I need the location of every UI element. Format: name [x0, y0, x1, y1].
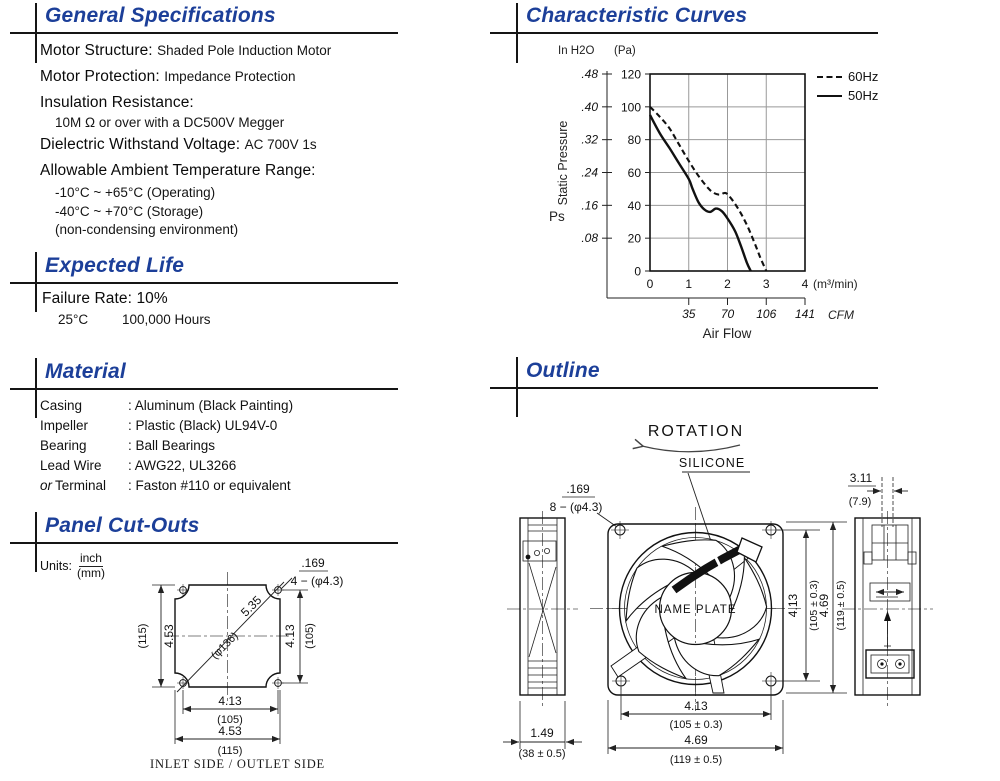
section-rule — [10, 388, 398, 390]
section-rule — [490, 387, 878, 389]
characteristic-curves-chart — [490, 35, 830, 345]
dim-depth-inch: 1.49 — [530, 726, 554, 740]
chart-tick-label: .32 — [581, 132, 598, 147]
side-view-right — [842, 471, 933, 706]
outline-drawing — [490, 415, 1000, 781]
dim-terminal-mm: (7.9) — [848, 496, 872, 508]
dim-bottom-inner-inch: 4.13 — [218, 694, 242, 708]
section-title-material: Material — [45, 360, 126, 383]
cutout-right-dimension — [282, 590, 316, 683]
chart-tick-label: 1 — [685, 277, 693, 291]
panel-cutout-drawing — [80, 548, 400, 781]
chart-tick-label: 35 — [682, 307, 696, 321]
chart-tick-label: 40 — [627, 198, 641, 213]
units-note: Units: $\frac{\text{inch}}{(mm)}$ — [40, 551, 105, 580]
material-row: or Terminal : Faston #110 or equivalent — [40, 478, 291, 493]
curve-50hz — [650, 115, 751, 271]
spec-ambient-note: (non-condensing environment) — [55, 222, 239, 237]
dim-bottom-hole-mm: (105 ± 0.3) — [669, 719, 723, 731]
material-row: Casing : Aluminum (Black Painting) — [40, 398, 294, 413]
mounting-holes-callout — [550, 482, 617, 527]
chart-tick-label: .08 — [581, 231, 598, 246]
dim-diagonal-mm: (φ136) — [209, 630, 241, 662]
section-rule — [10, 282, 398, 284]
spec-motor-structure: Motor Structure: Shaded Pole Induction Motor — [40, 42, 332, 59]
curve-60hz — [650, 107, 766, 271]
dim-bottom-outer-mm: (115) — [217, 745, 243, 757]
cutout-bottom-dimensions — [175, 690, 280, 757]
chart-tick-label: 20 — [627, 231, 641, 246]
spec-insulation-detail: 10M Ω or over with a DC500V Megger — [55, 115, 285, 130]
rotation-arrow — [642, 445, 740, 452]
spec-ambient-storage: -40°C ~ +70°C (Storage) — [55, 204, 204, 219]
y-axis-label: Static Pressure — [556, 120, 570, 206]
rotation-label: ROTATION — [647, 423, 745, 440]
dim-left-inch: 4.53 — [162, 624, 176, 648]
chart-tick-label: 100 — [620, 100, 641, 115]
section-title-general: General Specifications — [45, 4, 276, 27]
section-title-panel-cutouts: Panel Cut-Outs — [45, 514, 200, 537]
legend-50hz: 50Hz — [817, 88, 878, 103]
chart-tick-label: .16 — [581, 198, 598, 213]
dim-bottom-inner-mm: (105) — [217, 714, 243, 726]
dim-diagonal-inch: 5.35 — [237, 592, 265, 620]
chart-tick-label: 3 — [762, 277, 770, 291]
dim-bottom-frame-mm: (119 ± 0.5) — [669, 754, 723, 766]
dim-bottom-frame-inch: 4.69 — [684, 733, 708, 747]
cutout-caption: INLET SIDE / OUTLET SIDE — [150, 757, 325, 771]
front-bottom-dimensions — [608, 687, 783, 766]
dim-side-frame-mm: (119 ± 0.5) — [835, 580, 847, 631]
spec-ambient: Allowable Ambient Temperature Range: — [40, 162, 316, 179]
material-row: Impeller : Plastic (Black) UL94V-0 — [40, 418, 278, 433]
section-rule — [10, 542, 398, 544]
side-view-left — [503, 511, 582, 760]
material-row: Lead Wire : AWG22, UL3266 — [40, 458, 237, 473]
spec-dielectric: Dielectric Withstand Voltage: AC 700V 1s — [40, 136, 317, 153]
front-right-dimensions — [777, 522, 847, 693]
dim-side-hole-mm: (105 ± 0.3) — [808, 580, 820, 631]
dim-bottom-outer-inch: 4.53 — [218, 724, 242, 738]
dim-hole-spec: 4 − (φ4.3) — [290, 574, 344, 588]
dim-holes-inch: .169 — [566, 482, 590, 496]
dim-left-mm: (115) — [137, 623, 149, 649]
nameplate-label: NAME PLATE — [654, 604, 737, 616]
chart-tick-label: 70 — [720, 307, 735, 321]
chart-tick-label: 120 — [620, 67, 641, 82]
dim-side-frame-inch: 4.69 — [817, 593, 831, 618]
y-unit-inh2o: In H2O — [558, 45, 595, 57]
chart-tick-label: .24 — [581, 165, 598, 180]
legend-60hz: 60Hz — [817, 69, 878, 84]
section-rule — [10, 32, 398, 34]
failure-rate: Failure Rate: 10% — [42, 290, 168, 307]
x-axis-label: Air Flow — [702, 326, 752, 341]
spec-motor-protection: Motor Protection: Impedance Protection — [40, 68, 296, 85]
chart-tick-label: 60 — [627, 166, 641, 180]
section-title-expected-life: Expected Life — [45, 254, 185, 277]
x-unit-label: (m³/min) — [813, 277, 858, 291]
dim-holes-spec: 8 − (φ4.3) — [549, 500, 603, 514]
chart-tick-label: 80 — [627, 133, 641, 148]
section-rule — [490, 32, 878, 34]
material-row: Bearing : Ball Bearings — [40, 438, 216, 453]
spec-insulation: Insulation Resistance: — [40, 94, 194, 111]
y-unit-pa: (Pa) — [614, 45, 636, 57]
y-axis-symbol: Ps — [549, 209, 565, 224]
dim-hole-inch: .169 — [301, 556, 325, 570]
silicone-label: SILICONE — [678, 456, 746, 470]
chart-tick-label: .48 — [581, 67, 598, 81]
chart-tick-label: .40 — [581, 99, 598, 114]
dim-depth-mm: (38 ± 0.5) — [518, 748, 566, 760]
chart-tick-label: 106 — [756, 307, 777, 321]
chart-tick-label: 141 — [794, 307, 816, 321]
spec-ambient-operating: -10°C ~ +65°C (Operating) — [55, 185, 216, 200]
front-view — [590, 507, 802, 711]
chart-tick-label: 0 — [646, 277, 654, 291]
cfm-unit-label: CFM — [828, 308, 854, 322]
failure-rate-hours: 100,000 Hours — [122, 312, 211, 327]
failure-rate-temp: 25°C — [58, 312, 89, 327]
chart-tick-label: 4 — [801, 277, 809, 291]
dim-bottom-hole-inch: 4.13 — [684, 699, 708, 713]
chart-tick-label: 0 — [634, 264, 641, 279]
chart-tick-label: 2 — [724, 277, 731, 291]
dim-right-mm: (105) — [304, 623, 316, 649]
section-title-curves: Characteristic Curves — [526, 4, 748, 27]
cutout-left-dimension — [137, 585, 176, 687]
cutout-hole-callout — [281, 556, 343, 589]
dim-right-inch: 4.13 — [283, 624, 297, 648]
dim-side-hole-inch: 4.13 — [786, 593, 800, 618]
section-title-outline: Outline — [526, 359, 600, 382]
dim-terminal-inch: 3.11 — [849, 471, 873, 485]
